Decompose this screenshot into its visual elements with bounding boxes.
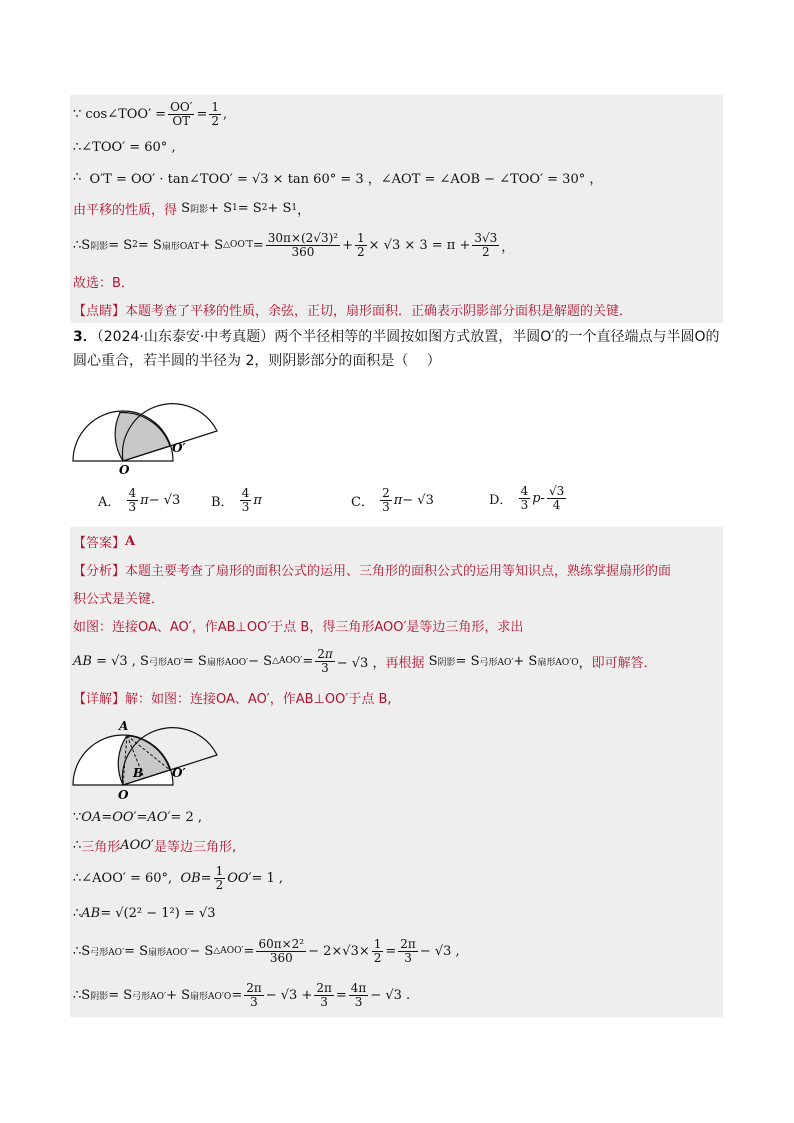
solution-line-area: ∴ S 阴影 = S 2 = S 扇形OAT + S △OO′T = $\frac{\text{30π×(2√3)²}}{360}$ + $\frac{1}{2}$ × √3 × 3 = π + $\frac{3√3}{2}$ ， bbox=[70, 223, 723, 267]
label-O-2: O bbox=[118, 788, 129, 802]
problem-number: 3． bbox=[73, 329, 97, 345]
option-d[interactable]: D． $\frac{4}{3}$ p - $\frac{√3}{4}$ bbox=[489, 484, 565, 512]
semicircles-figure bbox=[70, 373, 220, 483]
analysis-line-4: AB = √3 , S 弓形AO′ = S 扇形AOO′ − S △AOO′ = $\frac{2\pi}{3}$ − √3 ， 再根据 S 阴影 = S 弓形AO′ + S 扇形AO′O ， 即可解答． bbox=[70, 639, 723, 683]
label-B: B bbox=[133, 766, 144, 780]
label-O-prime-2: O′ bbox=[172, 766, 186, 780]
problem-text: 两个半径相等的半圆按如图方式放置，半圆O′的一个直径端点与半圆O的圆心重合，若半圆的半径为 2，则阴影部分的面积是（ ） bbox=[73, 329, 720, 369]
solution-line-cos: ∵ cos∠TOO′ = $\frac{OO'}{OT}$ = $\frac{1}{2}$ , bbox=[70, 95, 723, 133]
figure-1 bbox=[70, 373, 723, 483]
problem-source: （2024·山东泰安·中考真题） bbox=[96, 329, 275, 345]
detail-line-6: ∴ S 阴影 = S 弓形AO′ + S 扇形AO′O = $\frac{2\pi}{3}$ − √3 + $\frac{2\pi}{3}$ = $\frac{4\pi}{3}$ − √3 . bbox=[70, 973, 723, 1017]
detail-line-2: ∴ 三角形 AOO′ 是等边三角形, bbox=[70, 831, 723, 859]
answer-tag: 【答案】 bbox=[73, 535, 126, 551]
analysis-line-3: 如图：连接OA、AO′，作AB⊥OO′于点 B，得三角形AOO′是等边三角形，求出 bbox=[70, 611, 723, 639]
detail-line-4: ∴ AB = √(2² − 1²) = √3 bbox=[70, 897, 723, 929]
solution-line-translation: 由平移的性质，得 S 阴影 + S 1 = S 2 + S 1 ， bbox=[70, 193, 723, 223]
detail-line-intro: 【详解】 解：如图：连接OA、AO′，作AB⊥OO′于点 B, bbox=[70, 683, 723, 711]
detail-line-1: ∵ OA = OO′ = AO′ = 2 , bbox=[70, 803, 723, 831]
comment-tag: 【点睛】 bbox=[73, 303, 126, 319]
figure-2 bbox=[70, 711, 723, 803]
solution-line-angle: ∴ ∠TOO′ = 60° , bbox=[70, 133, 723, 161]
option-c[interactable]: C． $\frac{2}{3}$ π − √3 bbox=[351, 486, 434, 514]
solution-line-tan: ∴ O′T = OO′ · tan∠TOO′ = √3 × tan 60° = 3 ，∠AOT = ∠AOB − ∠TOO′ = 30° ， bbox=[70, 161, 723, 193]
document-page bbox=[70, 95, 723, 1017]
label-O-prime: O′ bbox=[172, 441, 186, 455]
detail-line-5: ∴ S 弓形AO′ = S 扇形AOO′ − S △AOO′ = $\frac{\text{60π×2²}}{360}$ − 2×√3× $\frac{1}{2}$ = $\frac{2\pi}{3}$ − √3 , bbox=[70, 929, 723, 973]
label-O: O bbox=[119, 463, 130, 477]
options-row bbox=[70, 483, 723, 525]
comment-line bbox=[70, 295, 723, 323]
answer-value: A bbox=[125, 533, 136, 549]
semicircles-figure-detail bbox=[70, 711, 220, 803]
problem-stem bbox=[70, 325, 723, 373]
analysis-line-2: 积公式是关键． bbox=[70, 583, 723, 611]
detail-line-3: ∴ ∠AOO′ = 60°, OB = $\frac{1}{2}$ OO′ = 1 , bbox=[70, 859, 723, 897]
solution-line-choice: 故选：B． bbox=[70, 267, 723, 295]
label-A: A bbox=[119, 719, 129, 733]
option-a[interactable]: A． $\frac{4}{3}$ π − √3 bbox=[98, 486, 181, 514]
comment-text: 本题考查了平移的性质，余弦，正切，扇形面积．正确表示阴影部分面积是解题的关键． bbox=[125, 303, 633, 319]
analysis-line-1: 【分析】 本题主要考查了扇形的面积公式的运用、三角形的面积公式的运用等知识点，熟练掌握扇形的面 bbox=[70, 555, 723, 583]
answer-line bbox=[70, 527, 723, 555]
option-b[interactable]: B． $\frac{4}{3}$ π bbox=[211, 486, 262, 514]
